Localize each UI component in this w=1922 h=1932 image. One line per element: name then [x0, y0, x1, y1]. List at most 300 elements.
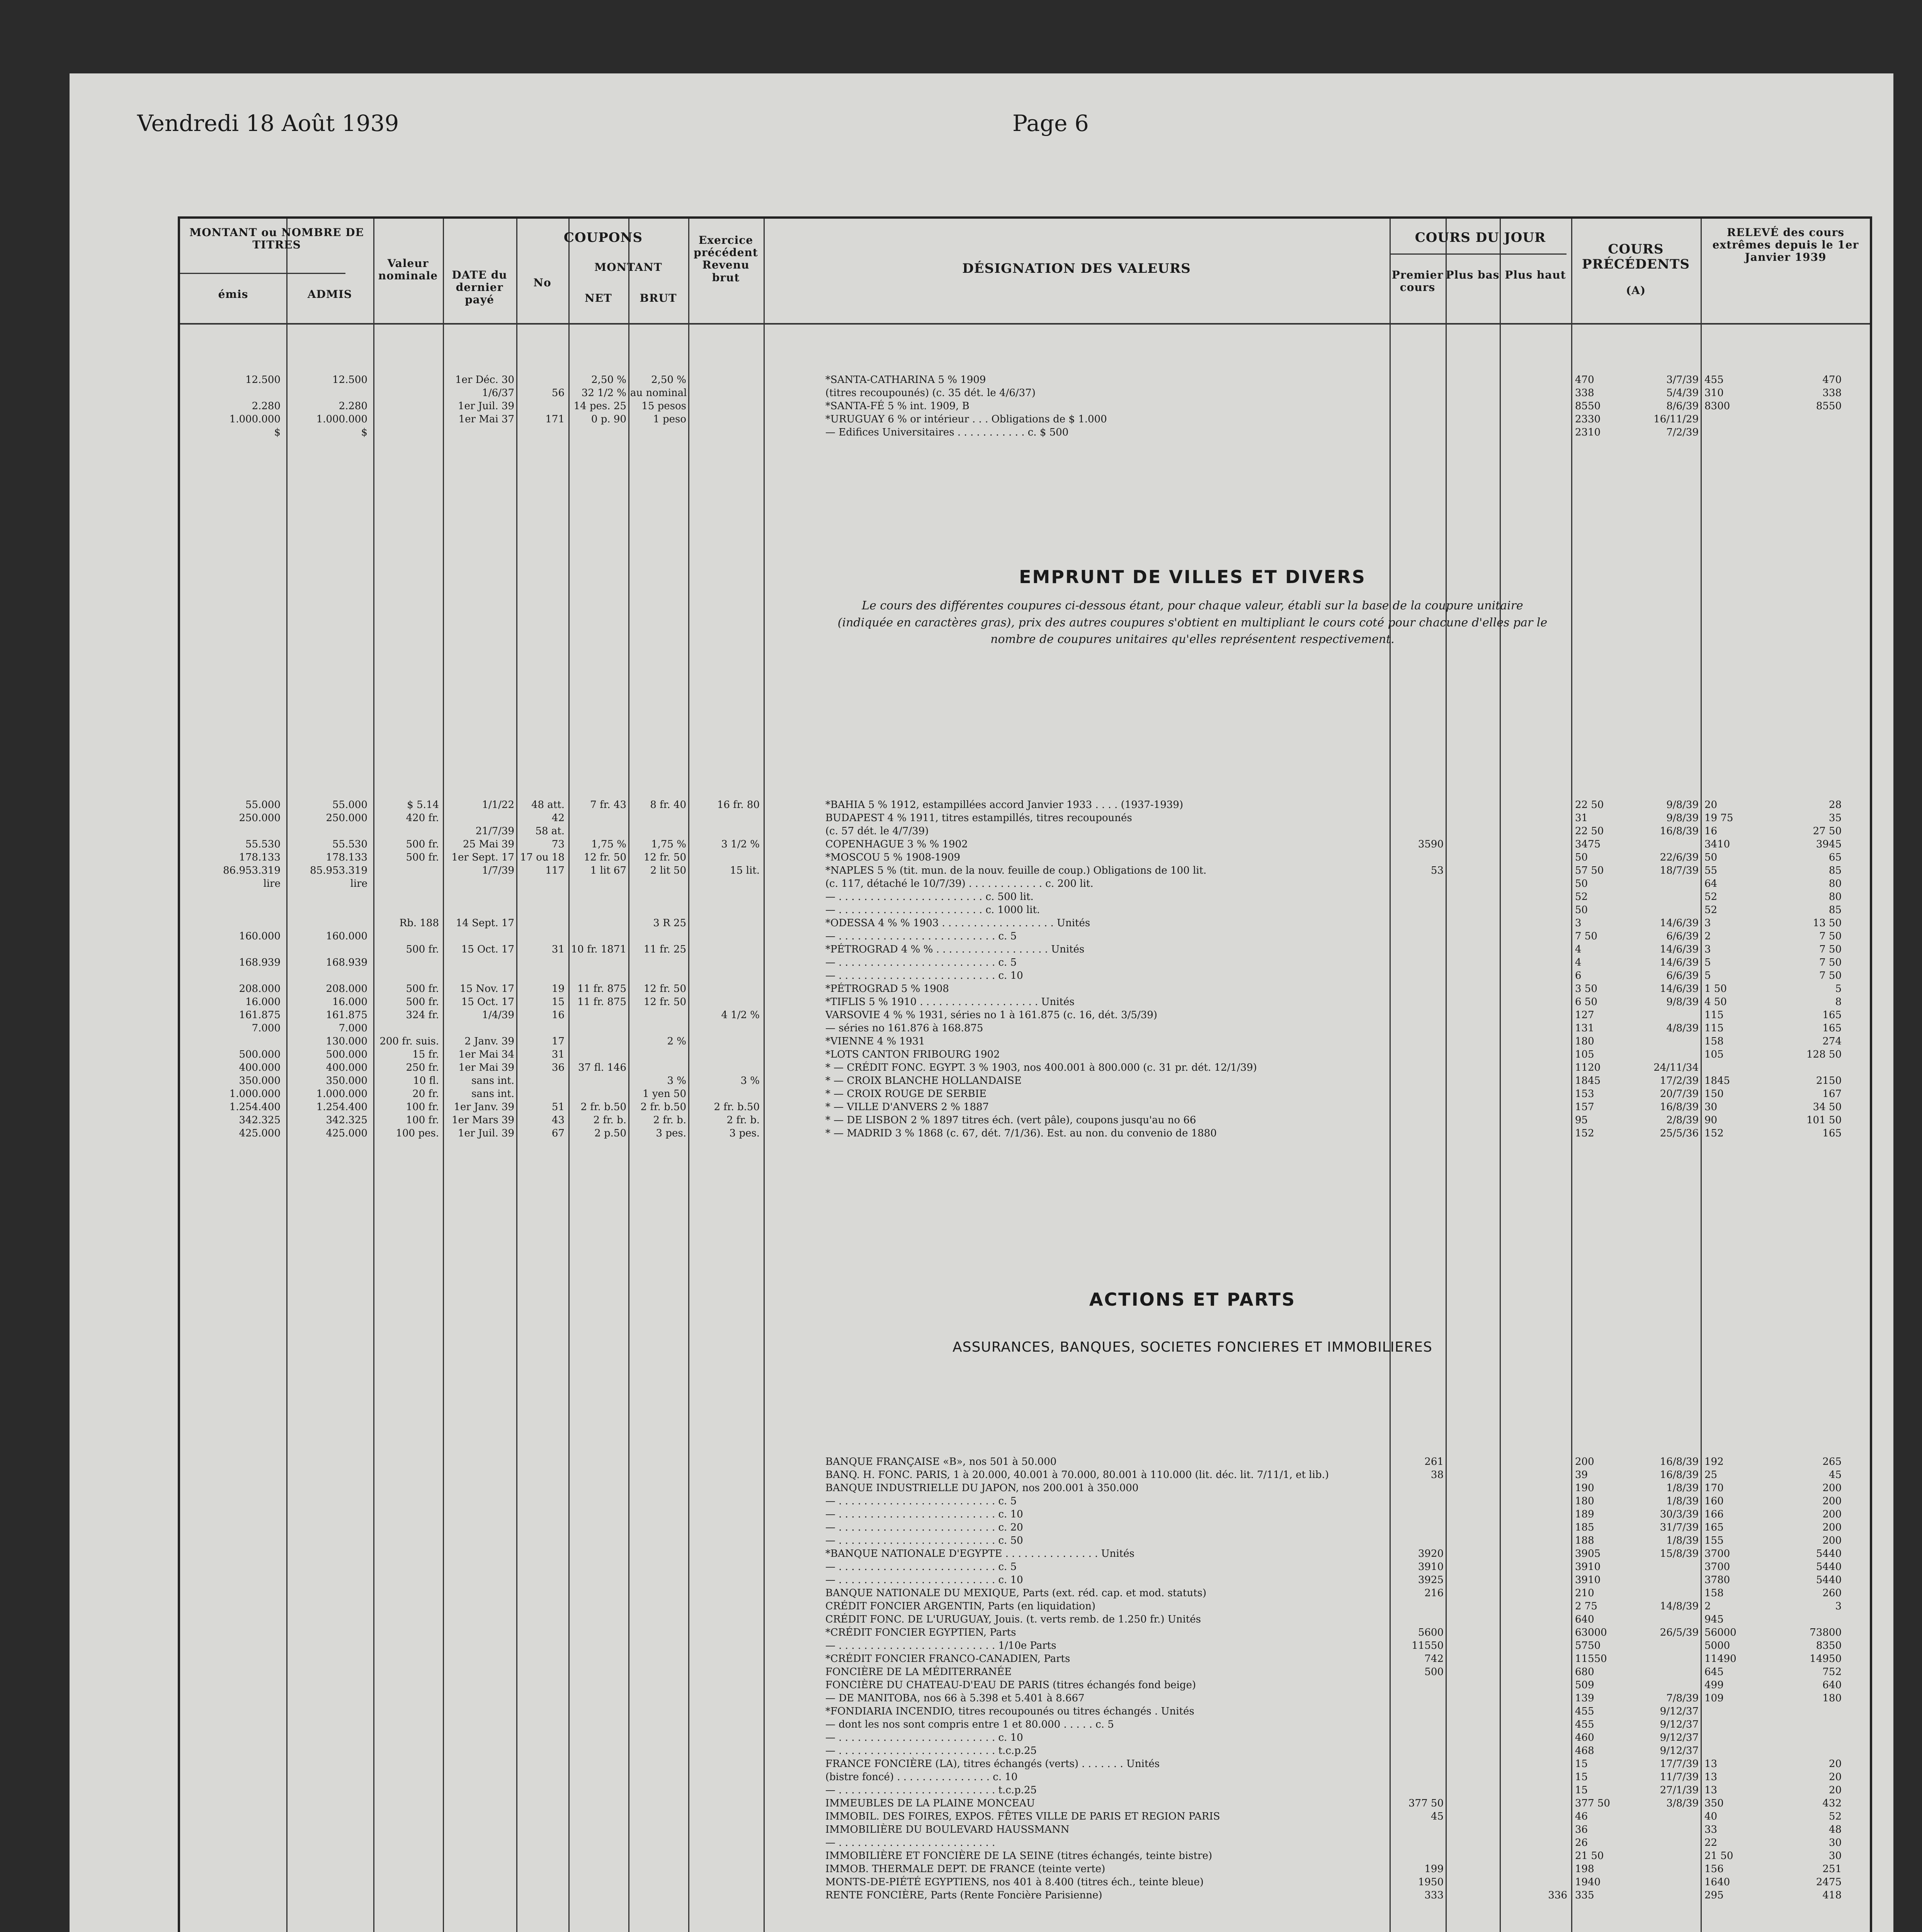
quote-cell: 2,50 % [651, 374, 686, 386]
quote-cell: 7/2/39 [1666, 427, 1699, 438]
security-entry: *FONDIARIA INCENDIO, titres recoupounés ou titres échangés . Unités [825, 1706, 1194, 1717]
quote-cell: 1950 [1418, 1876, 1444, 1888]
quote-cell [375, 956, 439, 969]
quote-cell: 455 [1704, 374, 1724, 386]
quote-cell [445, 956, 514, 969]
quote-cell [1633, 1849, 1699, 1862]
security-entry: *BANQUE NATIONALE D'EGYPTE . . . . . . . . . . . . . . . Unités [825, 1548, 1134, 1560]
quote-cell [1502, 1665, 1567, 1679]
quote-cell: 7 50 [1819, 930, 1842, 942]
quote-cell: 5440 [1816, 1548, 1842, 1560]
col-header-coupons: COUPONS [563, 230, 643, 245]
quote-cell: 3 50 [1575, 983, 1597, 995]
quote-cell: 3 [1704, 917, 1711, 929]
security-entry: — . . . . . . . . . . . . . . . . . . . . . . . . . [825, 1837, 995, 1849]
quote-cell: 57 50 [1575, 865, 1604, 876]
quote-cell: 16/8/39 [1660, 825, 1699, 837]
quote-cell: 3 % [667, 1075, 686, 1087]
quote-cell: 9/12/37 [1660, 1732, 1699, 1743]
quote-cell: 2 fr. b.50 [640, 1101, 686, 1113]
quote-cell [375, 903, 439, 917]
quote-cell: 425.000 [239, 1128, 281, 1139]
quote-cell [1784, 1061, 1842, 1074]
quote-cell [1391, 982, 1444, 995]
quote-cell: 8550 [1575, 400, 1601, 412]
quote-cell: 7.000 [252, 1022, 281, 1034]
quote-cell: 3780 [1704, 1574, 1730, 1586]
quote-cell: 8300 [1704, 400, 1730, 412]
col-emis-block-emprunts [184, 798, 281, 1140]
quote-cell: 55.530 [245, 838, 281, 850]
quote-cell [290, 386, 367, 400]
quote-cell [1633, 1035, 1699, 1048]
security-entry: RENTE FONCIÈRE, Parts (Rente Foncière Parisienne) [825, 1889, 1102, 1901]
security-entry: MONTS-DE-PIÉTÉ EGYPTIENS, nos 401 à 8.400 (titres éch., teinte bleue) [825, 1876, 1204, 1888]
quote-cell: 55.000 [332, 799, 367, 811]
quote-cell: 15 [1575, 1758, 1588, 1770]
quote-cell: 14/6/39 [1660, 957, 1699, 968]
col-admis-block-0 [290, 373, 367, 439]
quote-cell [1391, 1087, 1444, 1100]
quote-cell: 22 50 [1575, 825, 1604, 837]
quote-cell: 48 att. [531, 799, 565, 811]
quote-cell: 1845 [1704, 1075, 1730, 1087]
quote-cell [690, 1022, 760, 1035]
security-entry: — . . . . . . . . . . . . . . . . . . . . . . . . . t.c.p.25 [825, 1784, 1037, 1796]
quote-cell: 150 [1704, 1088, 1724, 1100]
quote-cell: 350.000 [239, 1075, 281, 1087]
quote-cell [1391, 943, 1444, 956]
quote-cell: 100 pes. [396, 1128, 439, 1139]
quote-cell: 90 [1704, 1114, 1718, 1126]
quote-cell: 3925 [1418, 1574, 1444, 1586]
quote-cell [518, 373, 565, 386]
quote-cell: 1er Déc. 30 [455, 374, 514, 386]
quote-cell: 36 [1575, 1824, 1588, 1835]
quote-cell [690, 811, 760, 825]
quote-cell: 500 fr. [406, 996, 439, 1008]
quote-cell: 1,75 % [591, 838, 626, 850]
security-entry: * — DE LISBON 2 % 1897 titres éch. (vert pâle), coupons jusqu'au no 66 [825, 1114, 1196, 1126]
security-entry: IMMOBILIÈRE ET FONCIÈRE DE LA SEINE (titres échangés, teinte bistre) [825, 1850, 1212, 1862]
quote-cell [1633, 1836, 1699, 1849]
quote-cell: 52 [1704, 904, 1718, 916]
quote-cell: 210 [1575, 1587, 1594, 1599]
col-exercice-block-emprunts [690, 798, 760, 1140]
quote-cell [1391, 1481, 1444, 1495]
quote-cell: 11550 [1575, 1653, 1607, 1665]
col-header-net: NET [585, 292, 612, 304]
quote-cell: 25 [1704, 1469, 1718, 1481]
security-entry: *ODESSA 4 % % 1903 . . . . . . . . . . . . . . . . . . Unités [825, 917, 1090, 929]
quote-cell [630, 1048, 686, 1061]
quote-cell [184, 969, 281, 982]
security-entry: VARSOVIE 4 % % 1931, séries no 1 à 161.875 (c. 16, dét. 3/5/39) [825, 1009, 1157, 1021]
quote-cell [1633, 1679, 1699, 1692]
quote-cell [690, 969, 760, 982]
quote-cell [1502, 1613, 1567, 1626]
section-note-emprunts: Le cours des différentes coupures ci-dessous étant, pour chaque valeur, établi sur la base de la coupure unitaire (indiquée en caractères gras), prix des autres coupures s'obtient en multipliant le cours coté pour chacune d'elles par le nombre de coupures unitaires qu'elles représentent respectivement. [837, 599, 1548, 646]
quote-cell: 30 [1828, 1850, 1842, 1862]
quote-cell: 3 % [740, 1075, 760, 1087]
col-header-plus-haut: Plus haut [1505, 269, 1566, 281]
quote-cell: 500 [1424, 1666, 1444, 1678]
quote-cell: 16 [1704, 825, 1718, 837]
quote-cell: 109 [1704, 1692, 1724, 1704]
security-entry: (c. 117, détaché le 10/7/39) . . . . . . . . . . . . c. 200 lit. [825, 878, 1094, 889]
quote-cell [1633, 1573, 1699, 1587]
quote-cell [690, 1035, 760, 1048]
quote-cell [570, 890, 626, 903]
quote-cell: 2 % [667, 1036, 686, 1047]
security-entry: BANQUE NATIONALE DU MEXIQUE, Parts (ext. réd. cap. et mod. statuts) [825, 1587, 1207, 1599]
col-header-num: No [533, 276, 551, 289]
col-releve-max-block-0 [1784, 373, 1842, 439]
quote-cell [1704, 1731, 1755, 1744]
col-header-premier: Premier cours [1391, 269, 1444, 294]
col-header-cours-jour: COURS DU JOUR [1415, 230, 1546, 245]
quote-cell [1391, 1600, 1444, 1613]
quote-cell: 1er Mars 39 [452, 1114, 514, 1126]
quote-cell: 15 [551, 996, 565, 1008]
quote-cell: 56 [551, 387, 565, 399]
quote-cell: 455 [1575, 1719, 1594, 1730]
security-entry: BUDAPEST 4 % 1911, titres estampillés, titres recoupounés [825, 812, 1132, 824]
quote-cell: 20 [1828, 1771, 1842, 1783]
quote-cell: 198 [1575, 1863, 1594, 1875]
quote-cell: 9/8/39 [1666, 812, 1699, 824]
quote-cell: 3 1/2 % [721, 838, 760, 850]
quote-cell: 2310 [1575, 427, 1601, 438]
quote-cell: 200 [1822, 1482, 1842, 1494]
quote-cell [1502, 1705, 1567, 1718]
quote-cell: 1.254.400 [316, 1101, 367, 1113]
quote-cell: 31/7/39 [1660, 1522, 1699, 1533]
quote-cell: 95 [1575, 1114, 1588, 1126]
quote-cell [1502, 1810, 1567, 1823]
quote-cell [570, 877, 626, 890]
col-header-emis: émis [218, 288, 248, 301]
quote-cell: 499 [1704, 1679, 1724, 1691]
quote-cell [518, 917, 565, 930]
security-entry: *TIFLIS 5 % 1910 . . . . . . . . . . . . . . . . . . . Unités [825, 996, 1075, 1008]
security-entry: (titres recoupounés) (c. 35 dét. le 4/6/37) [825, 387, 1036, 399]
security-entry: *URUGUAY 6 % or intérieur . . . Obligations de $ 1.000 [825, 413, 1107, 425]
security-entry: CRÉDIT FONC. DE L'URUGUAY, Jouis. (t. verts remb. de 1.250 fr.) Unités [825, 1614, 1201, 1625]
entries-block-0 [825, 373, 1563, 439]
security-entry: — . . . . . . . . . . . . . . . . . . . . . . . . . c. 20 [825, 1522, 1023, 1533]
quote-cell [290, 917, 367, 930]
quote-cell: 335 [1575, 1889, 1594, 1901]
quote-cell [1502, 1600, 1567, 1613]
quote-cell: 52 [1828, 1811, 1842, 1822]
quote-cell: 11 fr. 875 [577, 983, 626, 995]
quote-cell: sans int. [471, 1088, 514, 1100]
quote-cell: 680 [1575, 1666, 1594, 1678]
quote-cell: 460 [1575, 1732, 1594, 1743]
quote-cell: 500.000 [326, 1049, 367, 1060]
quote-cell: 11550 [1412, 1640, 1444, 1651]
quote-cell: 3/8/39 [1666, 1798, 1699, 1809]
quote-cell: 166 [1704, 1509, 1724, 1520]
quote-cell: 12 fr. 50 [643, 852, 686, 863]
quote-cell: 2 fr. b. [653, 1114, 686, 1126]
quote-cell: 127 [1575, 1009, 1594, 1021]
quote-cell [1502, 1692, 1567, 1705]
quote-cell: 20/7/39 [1660, 1088, 1699, 1100]
quote-cell: 158 [1704, 1587, 1724, 1599]
security-entry: *CRÉDIT FONCIER FRANCO-CANADIEN, Parts [825, 1653, 1070, 1665]
quote-cell: 17/7/39 [1660, 1758, 1699, 1770]
quote-cell: 350 [1704, 1798, 1724, 1809]
security-entry: *LOTS CANTON FRIBOURG 1902 [825, 1049, 1000, 1060]
quote-cell: 500 fr. [406, 838, 439, 850]
quote-cell: 3 [1704, 944, 1711, 955]
quote-cell: 640 [1575, 1614, 1594, 1625]
quote-cell: 27/1/39 [1660, 1784, 1699, 1796]
quote-cell: 1.254.400 [229, 1101, 281, 1113]
quote-cell: 55.530 [332, 838, 367, 850]
quote-cell [375, 890, 439, 903]
quote-cell: 39 [1575, 1469, 1588, 1481]
quote-cell [1391, 1770, 1444, 1784]
quote-cell: 1/8/39 [1666, 1495, 1699, 1507]
quote-cell [1391, 930, 1444, 943]
quote-cell: 208.000 [326, 983, 367, 995]
quote-cell: 85.953.319 [310, 865, 367, 876]
quote-cell [1391, 903, 1444, 917]
quote-cell: 52 [1704, 891, 1718, 903]
security-entry: BANQUE INDUSTRIELLE DU JAPON, nos 200.001 à 350.000 [825, 1482, 1139, 1494]
security-entry: — DE MANITOBA, nos 66 à 5.398 et 5.401 à 8.667 [825, 1692, 1085, 1704]
quote-cell: 18/7/39 [1660, 865, 1699, 876]
quote-cell [375, 825, 439, 838]
quote-cell [1391, 1009, 1444, 1022]
quote-cell [630, 1022, 686, 1035]
security-entry: *PÉTROGRAD 4 % % . . . . . . . . . . . . . . . . . . Unités [825, 944, 1085, 955]
quote-cell [1784, 1731, 1842, 1744]
quote-cell: 165 [1822, 1022, 1842, 1034]
quote-cell: 2 fr. b.50 [714, 1101, 760, 1113]
page-number: Page 6 [1012, 110, 1089, 136]
security-entry: — séries no 161.876 à 168.875 [825, 1022, 983, 1034]
quote-cell: 16/8/39 [1660, 1456, 1699, 1468]
quote-cell [570, 1022, 626, 1035]
quote-cell: 250.000 [239, 812, 281, 824]
col-header-montant-coupon: MONTANT [594, 261, 662, 274]
quote-cell [690, 930, 760, 943]
quote-cell: 0 p. 90 [591, 413, 626, 425]
quote-cell: 752 [1822, 1666, 1842, 1678]
quote-cell: 43 [551, 1114, 565, 1126]
quote-cell [630, 930, 686, 943]
quote-cell [1391, 1048, 1444, 1061]
quote-cell: 1,75 % [651, 838, 686, 850]
quote-cell [1391, 1534, 1444, 1547]
quote-cell [1633, 1665, 1699, 1679]
quote-cell [690, 903, 760, 917]
quote-cell: 30/3/39 [1660, 1509, 1699, 1520]
quote-cell [518, 1074, 565, 1087]
col-header-date-paye: DATE du dernier payé [452, 269, 507, 306]
quote-cell: 6 [1575, 970, 1582, 981]
quote-cell: 200 [1822, 1495, 1842, 1507]
security-entry: *NAPLES 5 % (tit. mun. de la nouv. feuille de coup.) Obligations de 100 lit. [825, 865, 1207, 876]
quote-cell [630, 811, 686, 825]
quote-cell: 3 pes. [656, 1128, 686, 1139]
quote-cell: 1/7/39 [482, 865, 514, 876]
quote-cell [375, 1022, 439, 1035]
quote-cell: 165 [1822, 1009, 1842, 1021]
quote-cell: 418 [1822, 1889, 1842, 1901]
security-entry: — . . . . . . . . . . . . . . . . . . . . . . . c. 500 lit. [825, 891, 1034, 903]
security-entry: *BAHIA 5 % 1912, estampillées accord Janvier 1933 . . . . (1937-1939) [825, 799, 1183, 811]
quote-cell [518, 400, 565, 413]
quote-cell: 1845 [1575, 1075, 1601, 1087]
quote-cell [445, 811, 514, 825]
quote-cell [1633, 903, 1699, 917]
quote-cell: 3/7/39 [1666, 374, 1699, 386]
quote-cell [570, 1009, 626, 1022]
quote-cell: 15 pesos [641, 400, 686, 412]
quote-cell [375, 877, 439, 890]
quote-cell: 509 [1575, 1679, 1594, 1691]
quote-cell: 63000 [1575, 1627, 1607, 1638]
quote-cell: 470 [1575, 374, 1594, 386]
quote-cell [1502, 1862, 1567, 1876]
col-net-block-emprunts [570, 798, 626, 1140]
col-emis-block-0 [184, 373, 281, 439]
security-entry: *SANTA-FÉ 5 % int. 1909, B [825, 400, 970, 412]
quote-cell [570, 1048, 626, 1061]
col-net-block-0 [570, 373, 626, 426]
quote-cell: 420 fr. [406, 812, 439, 824]
quote-cell [1633, 1613, 1699, 1626]
quote-cell [1502, 1573, 1567, 1587]
section-subtitle-assurances: ASSURANCES, BANQUES, SOCIETES FONCIERES ET IMMOBILIERES [952, 1339, 1432, 1355]
quote-cell: 1640 [1704, 1876, 1730, 1888]
quote-cell: 3 R 25 [653, 917, 686, 929]
quote-cell: 7 50 [1819, 970, 1842, 981]
quote-cell [1784, 426, 1842, 439]
col-header-cours-precedents: COURS PRÉCÉDENTS [1582, 242, 1690, 272]
quote-cell [1704, 413, 1755, 426]
quote-cell [1704, 426, 1755, 439]
quote-cell: 4 [1575, 944, 1582, 955]
quote-cell: $ [361, 427, 367, 438]
quote-cell [1502, 1455, 1567, 1468]
quote-cell: 53 [1430, 865, 1444, 876]
quote-cell [518, 890, 565, 903]
quote-cell: 2 Janv. 39 [464, 1036, 514, 1047]
quote-cell [1502, 1770, 1567, 1784]
quote-cell: 4/8/39 [1666, 1022, 1699, 1034]
quote-cell: 1er Mai 39 [458, 1062, 514, 1073]
quote-cell: 7/8/39 [1666, 1692, 1699, 1704]
quote-cell [445, 890, 514, 903]
quote-cell [1391, 1613, 1444, 1626]
quote-cell: 200 [1822, 1535, 1842, 1546]
quote-cell: 22 [1704, 1837, 1718, 1849]
security-entry: CRÉDIT FONCIER ARGENTIN, Parts (en liquidation) [825, 1600, 1095, 1612]
quote-cell: 10 fr. 1871 [571, 944, 626, 955]
quote-cell [1391, 825, 1444, 838]
quote-cell: 2.280 [252, 400, 281, 412]
col-releve-max-block-emprunts [1784, 798, 1842, 1140]
security-entry: IMMOBILIÈRE DU BOULEVARD HAUSSMANN [825, 1824, 1070, 1835]
quote-cell [1633, 1587, 1699, 1600]
quote-cell [184, 825, 281, 838]
quote-cell: 17/2/39 [1660, 1075, 1699, 1087]
quote-cell: 26 [1575, 1837, 1588, 1849]
quote-cell [1502, 1652, 1567, 1665]
quote-cell [630, 1009, 686, 1022]
quote-cell [518, 930, 565, 943]
quote-cell [690, 982, 760, 995]
quote-cell: 55 [1704, 865, 1718, 876]
quote-cell: 2 fr. b. [593, 1114, 626, 1126]
security-entry: (bistre foncé) . . . . . . . . . . . . . . . c. 10 [825, 1771, 1018, 1783]
security-entry: IMMEUBLES DE LA PLAINE MONCEAU [825, 1798, 1035, 1809]
quote-cell: 50 [1575, 904, 1588, 916]
quote-cell: 1 50 [1704, 983, 1727, 995]
page-date: Vendredi 18 Août 1939 [137, 110, 399, 136]
security-entry: FONCIÈRE DE LA MÉDITERRANÉE [825, 1666, 1012, 1678]
quote-cell: 35 [1828, 812, 1842, 824]
entries-block-emprunts [825, 798, 1563, 1140]
quote-cell: 1/1/22 [482, 799, 514, 811]
quote-cell: 2/8/39 [1666, 1114, 1699, 1126]
quote-cell [690, 877, 760, 890]
quote-cell [570, 903, 626, 917]
quote-cell [1633, 1862, 1699, 1876]
quote-cell: 3475 [1575, 838, 1601, 850]
security-entry: — . . . . . . . . . . . . . . . . . . . . . . . . . c. 10 [825, 1732, 1023, 1743]
quote-cell: 55.000 [245, 799, 281, 811]
quote-cell: 20 [1704, 799, 1718, 811]
quote-cell: 192 [1704, 1456, 1724, 1468]
quote-cell: 117 [545, 865, 565, 876]
security-entry: FRANCE FONCIÈRE (LA), titres échangés (verts) . . . . . . . Unités [825, 1758, 1160, 1770]
quote-cell: 22/6/39 [1660, 852, 1699, 863]
quote-cell: 2.280 [338, 400, 367, 412]
quote-cell: 250 fr. [406, 1062, 439, 1073]
quote-cell: 16 fr. 80 [717, 799, 760, 811]
quote-cell: 400.000 [326, 1062, 367, 1073]
security-entry: — . . . . . . . . . . . . . . . . . . . . . . . . . c. 10 [825, 1509, 1023, 1520]
quote-cell [290, 825, 367, 838]
quote-cell: 425.000 [326, 1128, 367, 1139]
quote-cell: 14 Sept. 17 [456, 917, 514, 929]
quote-cell: 7.000 [338, 1022, 367, 1034]
quote-cell: 1.000.000 [316, 413, 367, 425]
security-entry: — Edifices Universitaires . . . . . . . . . . . c. $ 500 [825, 427, 1069, 438]
security-entry: — . . . . . . . . . . . . . . . . . . . . . . . c. 1000 lit. [825, 904, 1040, 916]
security-entry: *VIENNE 4 % 1931 [825, 1036, 925, 1047]
security-entry: — . . . . . . . . . . . . . . . . . . . . . . . . . c. 5 [825, 1561, 1017, 1573]
quote-cell [518, 956, 565, 969]
quote-cell: 115 [1704, 1009, 1724, 1021]
col-releve-max-block-actions [1784, 1455, 1842, 1902]
quote-cell: 13 [1704, 1758, 1718, 1770]
quote-cell: 100 fr. [406, 1114, 439, 1126]
quote-cell: 208.000 [239, 983, 281, 995]
security-entry: IMMOBIL. DES FOIRES, EXPOS. FÊTES VILLE DE PARIS ET REGION PARIS [825, 1811, 1220, 1822]
quote-cell: 58 at. [535, 825, 565, 837]
col-header-cours-prec-note: (A) [1626, 284, 1646, 297]
col-header-exercice: Exercice précédent Revenu brut [694, 234, 758, 284]
quote-cell: Rb. 188 [399, 917, 439, 929]
